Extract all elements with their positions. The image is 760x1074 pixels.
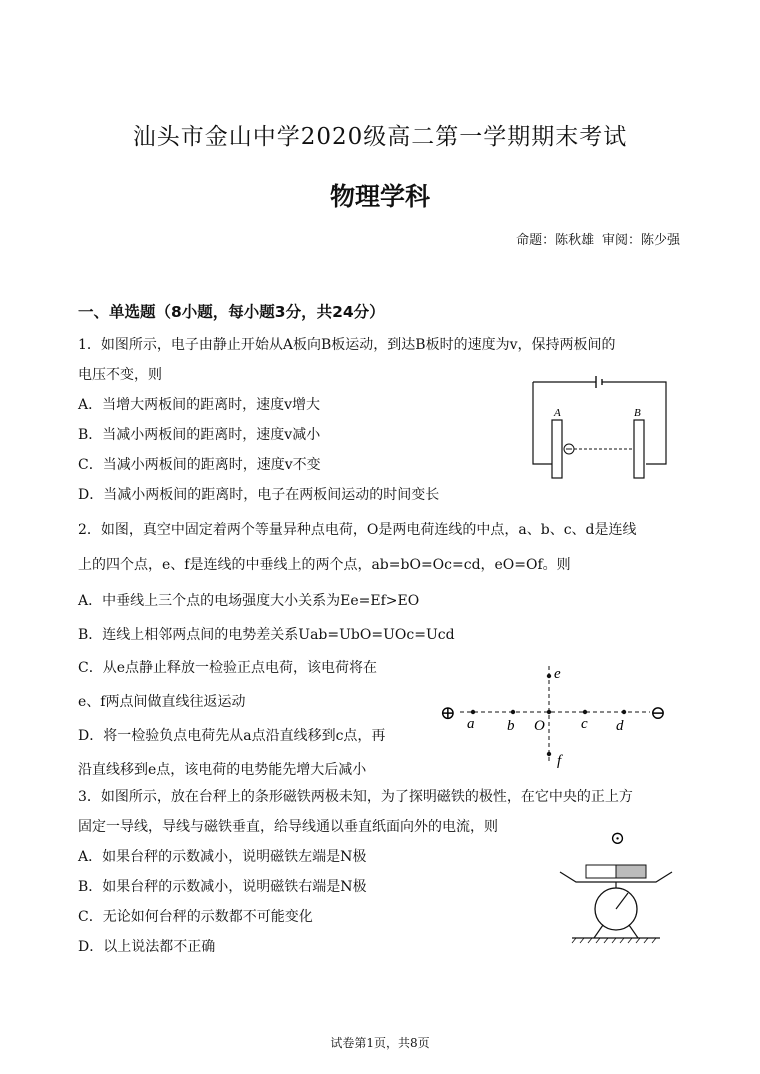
point-b-label: b bbox=[507, 718, 515, 734]
q1-capacitor-figure bbox=[528, 374, 670, 482]
q3-magnet-scale-figure bbox=[558, 822, 678, 948]
plate-a-label: A bbox=[554, 407, 561, 419]
authors-line: 命题：陈秋雄 审阅：陈少强 bbox=[516, 233, 680, 248]
point-o-label: O bbox=[534, 718, 545, 734]
q1-stem-line1: 1．如图所示，电子由静止开始从A板向B板运动，到达B板时的速度为v，保持两板间的 bbox=[78, 337, 616, 353]
subject-title: 物理学科 bbox=[329, 182, 430, 211]
page-footer: 试卷第1页，共8页 bbox=[330, 1036, 430, 1050]
section-heading: 一、单选题（8小题，每小题3分，共24分） bbox=[78, 303, 385, 321]
point-e-label: e bbox=[554, 666, 561, 682]
q1-option-d: D．当减小两板间的距离时，电子在两板间运动的时间变长 bbox=[78, 487, 440, 503]
q3-stem-line1: 3．如图所示，放在台秤上的条形磁铁两极未知，为了探明磁铁的极性，在它中央的正上方 bbox=[78, 789, 633, 805]
exam-title: 汕头市金山中学2020级高二第一学期期末考试 bbox=[132, 124, 628, 150]
point-f-label: f bbox=[557, 753, 562, 769]
q3-stem-line2: 固定一导线，导线与磁铁垂直，给导线通以垂直纸面向外的电流，则 bbox=[78, 819, 498, 835]
point-d-label: d bbox=[616, 718, 624, 734]
q2-option-c-line1: C．从e点静止释放一检验正点电荷，该电荷将在 bbox=[78, 660, 377, 676]
q1-stem-line2: 电压不变，则 bbox=[78, 367, 162, 383]
positive-charge: ⊕ bbox=[440, 703, 456, 724]
point-a-label: a bbox=[467, 716, 475, 732]
q1-option-b: B．当减小两板间的距离时，速度v减小 bbox=[78, 427, 321, 443]
q1-option-c: C．当减小两板间的距离时，速度v不变 bbox=[78, 457, 321, 473]
q2-option-b: B．连线上相邻两点间的电势差关系Uab=UbO=UOc=Ucd bbox=[78, 627, 455, 643]
wire-current-icon: ⊙ bbox=[610, 828, 626, 848]
point-c-label: c bbox=[581, 716, 588, 732]
q3-option-d: D．以上说法都不正确 bbox=[78, 939, 216, 955]
q2-stem-line1: 2．如图，真空中固定着两个等量异种点电荷，O是两电荷连线的中点，a、b、c、d是连线 bbox=[78, 522, 637, 538]
q2-option-c-line2: e、f两点间做直线往返运动 bbox=[78, 694, 246, 710]
q2-option-d-line2: 沿直线移到e点，该电荷的电势能先增大后减小 bbox=[78, 762, 367, 778]
q3-option-a: A．如果台秤的示数减小，说明磁铁左端是N极 bbox=[78, 849, 367, 865]
q3-option-c: C．无论如何台秤的示数都不可能变化 bbox=[78, 909, 313, 925]
q2-stem-line2: 上的四个点，e、f是连线的中垂线上的两个点，ab=bO=Oc=cd，eO=Of。则 bbox=[78, 557, 571, 573]
negative-charge: ⊖ bbox=[650, 703, 666, 724]
q1-option-a: A．当增大两板间的距离时，速度v增大 bbox=[78, 397, 321, 413]
q2-charges-figure bbox=[436, 660, 672, 776]
q2-option-d-line1: D．将一检验负点电荷先从a点沿直线移到c点，再 bbox=[78, 728, 386, 744]
q2-option-a: A．中垂线上三个点的电场强度大小关系为Ee=Ef>EO bbox=[78, 593, 420, 609]
q3-option-b: B．如果台秤的示数减小，说明磁铁右端是N极 bbox=[78, 879, 367, 895]
plate-b-label: B bbox=[634, 407, 641, 419]
